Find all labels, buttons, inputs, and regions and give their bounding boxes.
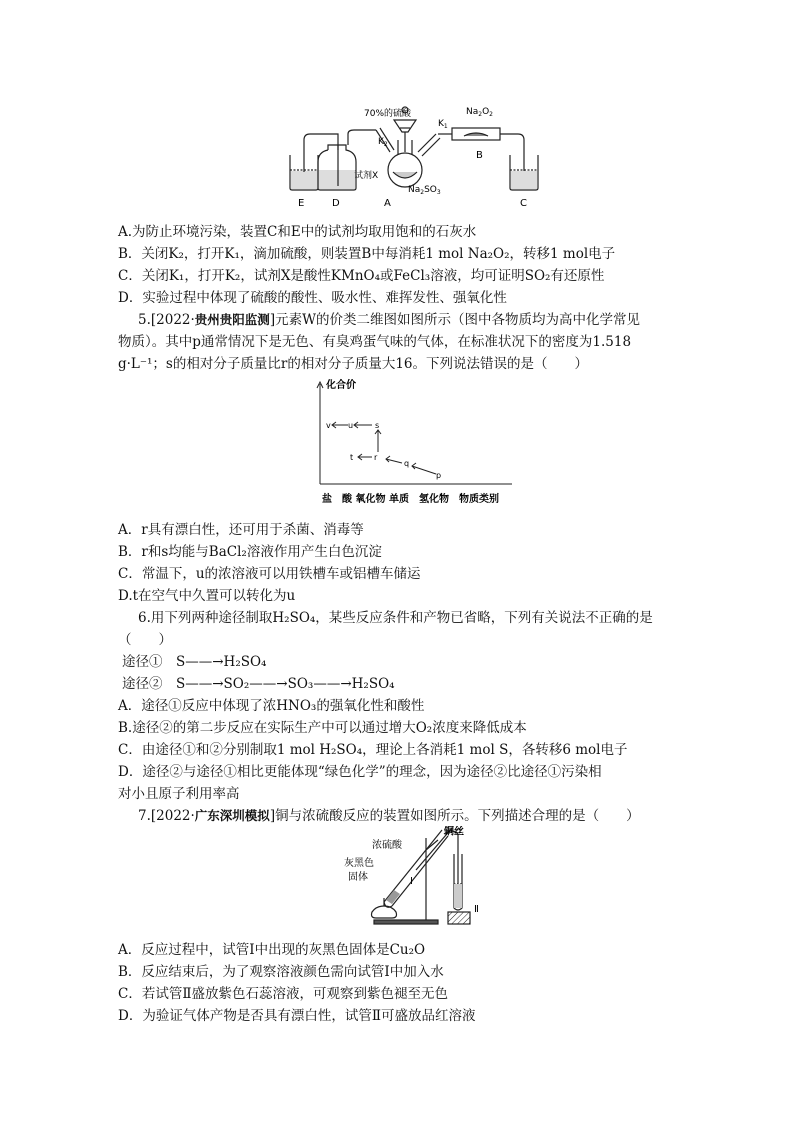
q6-option-b: B.途径②的第二步反应在实际生产中可以通过增大O₂浓度来降低成本 — [118, 720, 527, 736]
q4-option-b: B．关闭K₂，打开K₁，滴加硫酸，则装置B中每消耗1 mol Na₂O₂，转移1 mol电子 — [118, 246, 616, 262]
point-u: u — [348, 421, 354, 430]
q6-stem-line2: （ ） — [118, 632, 172, 648]
q6-path-1: 途径① S——→H₂SO₄ — [122, 654, 267, 670]
q6-option-a: A．途径①反应中体现了浓HNO₃的强氧化性和酸性 — [118, 698, 425, 714]
x-axis-label: 盐 酸 氧化物 单质 氢化物 物质类别 — [322, 494, 499, 505]
tube-ii-label: Ⅱ — [474, 904, 479, 915]
apparatus-figure-1 — [280, 100, 560, 212]
q4-option-c: C．关闭K₁，打开K₂，试剂X是酸性KMnO₄或FeCl₃溶液，均可证明SO₂有还原性 — [118, 268, 605, 284]
q5-option-a: A．r具有漂白性，还可用于杀菌、消毒等 — [118, 522, 364, 538]
point-t: t — [350, 453, 354, 462]
q5-source: 贵州贵阳监测 — [194, 312, 270, 327]
point-r: r — [374, 453, 378, 462]
tube-i-label: Ⅰ — [410, 876, 413, 887]
q6-stem-line1: 6.用下列两种途径制取H₂SO₄，某些反应条件和产物已省略，下列有关说法不正确的是 — [138, 610, 653, 626]
k2-label: $K_2$ — [378, 137, 388, 148]
q7-option-d: D．为验证气体产物是否具有漂白性，试管Ⅱ可盛放品红溶液 — [118, 1008, 476, 1024]
gray-black-label-2: 固体 — [348, 872, 368, 883]
q4-option-d: D．实验过程中体现了硫酸的酸性、吸水性、难挥发性、强氧化性 — [118, 290, 507, 306]
q7-source: 广东深圳模拟 — [194, 808, 270, 823]
acid-label: 70%的硫酸 — [364, 109, 412, 119]
point-p: p — [436, 471, 442, 480]
q6-option-d-line2: 对小且原子利用率高 — [118, 786, 240, 802]
q6-option-d-line1: D．途径②与途径①相比更能体现“绿色化学”的理念，因为途径②比途径①污染相 — [118, 764, 602, 780]
q5-option-b: B．r和s均能与BaCl₂溶液作用产生白色沉淀 — [118, 544, 382, 560]
q7-option-a: A．反应过程中，试管Ⅰ中出现的灰黑色固体是Cu₂O — [118, 942, 426, 958]
conc-acid-label: 浓硫酸 — [372, 840, 402, 851]
q5-number: 5.[2022· — [138, 312, 195, 328]
label-d: D — [332, 198, 340, 209]
q6-path-2: 途径② S——→SO₂——→SO₃——→H₂SO₄ — [122, 676, 395, 692]
point-s: s — [375, 421, 380, 430]
na2o2-label: $Na_2O_2$ — [466, 107, 493, 118]
copper-wire-label: 铜丝 — [444, 826, 464, 838]
label-a: A — [384, 198, 391, 209]
q5-option-c: C．常温下，u的浓溶液可以用铁槽车或铝槽车储运 — [118, 566, 421, 582]
q6-option-c: C．由途径①和②分别制取1 mol H₂SO₄，理论上各消耗1 mol S，各转移6 mol电子 — [118, 742, 628, 758]
point-q: q — [404, 459, 410, 468]
gray-black-label-1: 灰黑色 — [344, 858, 374, 869]
reagent-x-label: 试剂X — [354, 171, 379, 181]
valence-class-diagram — [300, 376, 530, 516]
y-axis-label: 化合价 — [326, 380, 356, 391]
k1-label: $K_1$ — [438, 119, 448, 130]
q7-number: 7.[2022· — [138, 808, 195, 824]
na2so3-label: $Na_2SO_3$ — [408, 185, 441, 196]
q7-stem — [138, 806, 640, 826]
label-c: C — [520, 198, 527, 209]
label-b: B — [476, 150, 483, 161]
label-e: E — [298, 198, 305, 209]
q5-stem-line2: 物质）。其中p通常情况下是无色、有臭鸡蛋气味的气体，在标准状况下的密度为1.518 — [118, 334, 632, 350]
q5-stem-line3: g·L⁻¹；s的相对分子质量比r的相对分子质量大16。下列说法错误的是（ ） — [118, 356, 588, 372]
q5-stem-text: ]元素W的价类二维图如图所示（图中各物质均为高中化学常见 — [269, 312, 640, 328]
copper-acid-apparatus — [340, 826, 510, 930]
point-v: v — [326, 421, 331, 430]
q4-option-a: A.为防止环境污染，装置C和E中的试剂均取用饱和的石灰水 — [118, 224, 477, 240]
q7-option-c: C．若试管Ⅱ盛放紫色石蕊溶液，可观察到紫色褪至无色 — [118, 986, 449, 1002]
q7-option-b: B．反应结束后，为了观察溶液颜色需向试管Ⅰ中加入水 — [118, 964, 444, 980]
q7-stem-text: ]铜与浓硫酸反应的装置如图所示。下列描述合理的是（ ） — [269, 808, 640, 824]
q5-stem-line1 — [138, 310, 640, 330]
q5-option-d: D.t在空气中久置可以转化为u — [118, 588, 296, 604]
